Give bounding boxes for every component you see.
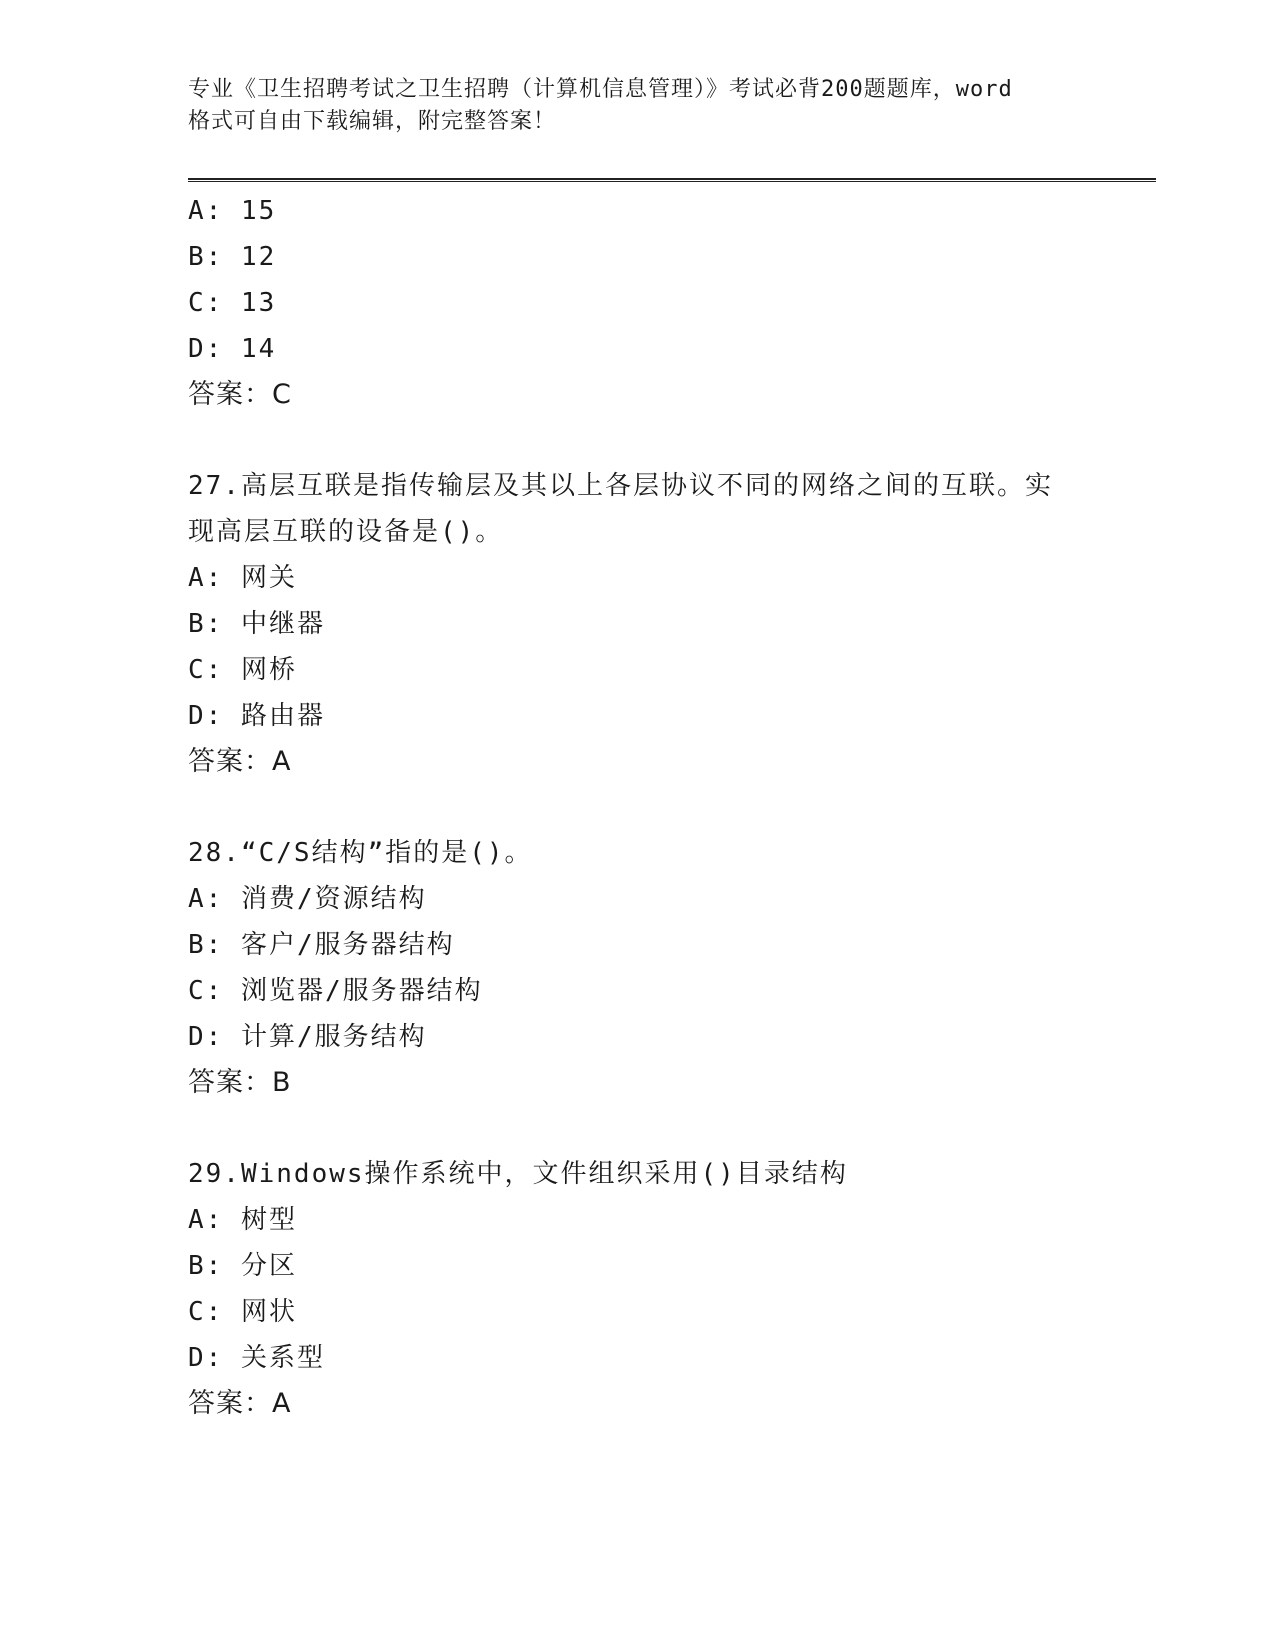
option-c: C: 网桥 <box>188 655 297 685</box>
option-c: C: 浏览器/服务器结构 <box>188 976 483 1006</box>
question-29 <box>188 1151 1088 1427</box>
option-b: B: 中继器 <box>188 609 325 639</box>
answer-label: 答案：B <box>188 1067 292 1098</box>
question-list <box>188 188 1088 1427</box>
option-c: C: 网状 <box>188 1297 297 1327</box>
option-a: A: 消费/资源结构 <box>188 884 427 914</box>
option-d: D: 关系型 <box>188 1343 325 1373</box>
option-d: D: 计算/服务结构 <box>188 1022 427 1052</box>
option-b: B: 分区 <box>188 1251 297 1281</box>
document-header <box>188 74 1088 138</box>
option-d: D: 路由器 <box>188 701 325 731</box>
question-27 <box>188 463 1088 785</box>
option-a: A: 网关 <box>188 563 297 593</box>
option-c: C: 13 <box>188 288 277 318</box>
header-line-2: 格式可自由下载编辑，附完整答案！ <box>188 109 557 134</box>
question-stem: 27.高层互联是指传输层及其以上各层协议不同的网络之间的互联。实现高层互联的设备是()。 <box>188 471 1053 547</box>
option-a: A: 15 <box>188 196 277 226</box>
option-a: A: 树型 <box>188 1205 297 1235</box>
question-stem: 28.“C/S结构”指的是()。 <box>188 838 533 868</box>
option-b: B: 客户/服务器结构 <box>188 930 455 960</box>
header-line-1: 专业《卫生招聘考试之卫生招聘（计算机信息管理）》考试必背200题题库，word <box>188 77 1013 102</box>
answer-label: 答案：A <box>188 1388 292 1419</box>
question-28 <box>188 830 1088 1106</box>
option-d: D: 14 <box>188 334 277 364</box>
answer-label: 答案：C <box>188 379 292 410</box>
answer-label: 答案：A <box>188 746 292 777</box>
option-b: B: 12 <box>188 242 277 272</box>
question-stem: 29.Windows操作系统中，文件组织采用()目录结构 <box>188 1159 848 1189</box>
header-divider <box>188 178 1156 182</box>
question-26 <box>188 188 1088 418</box>
